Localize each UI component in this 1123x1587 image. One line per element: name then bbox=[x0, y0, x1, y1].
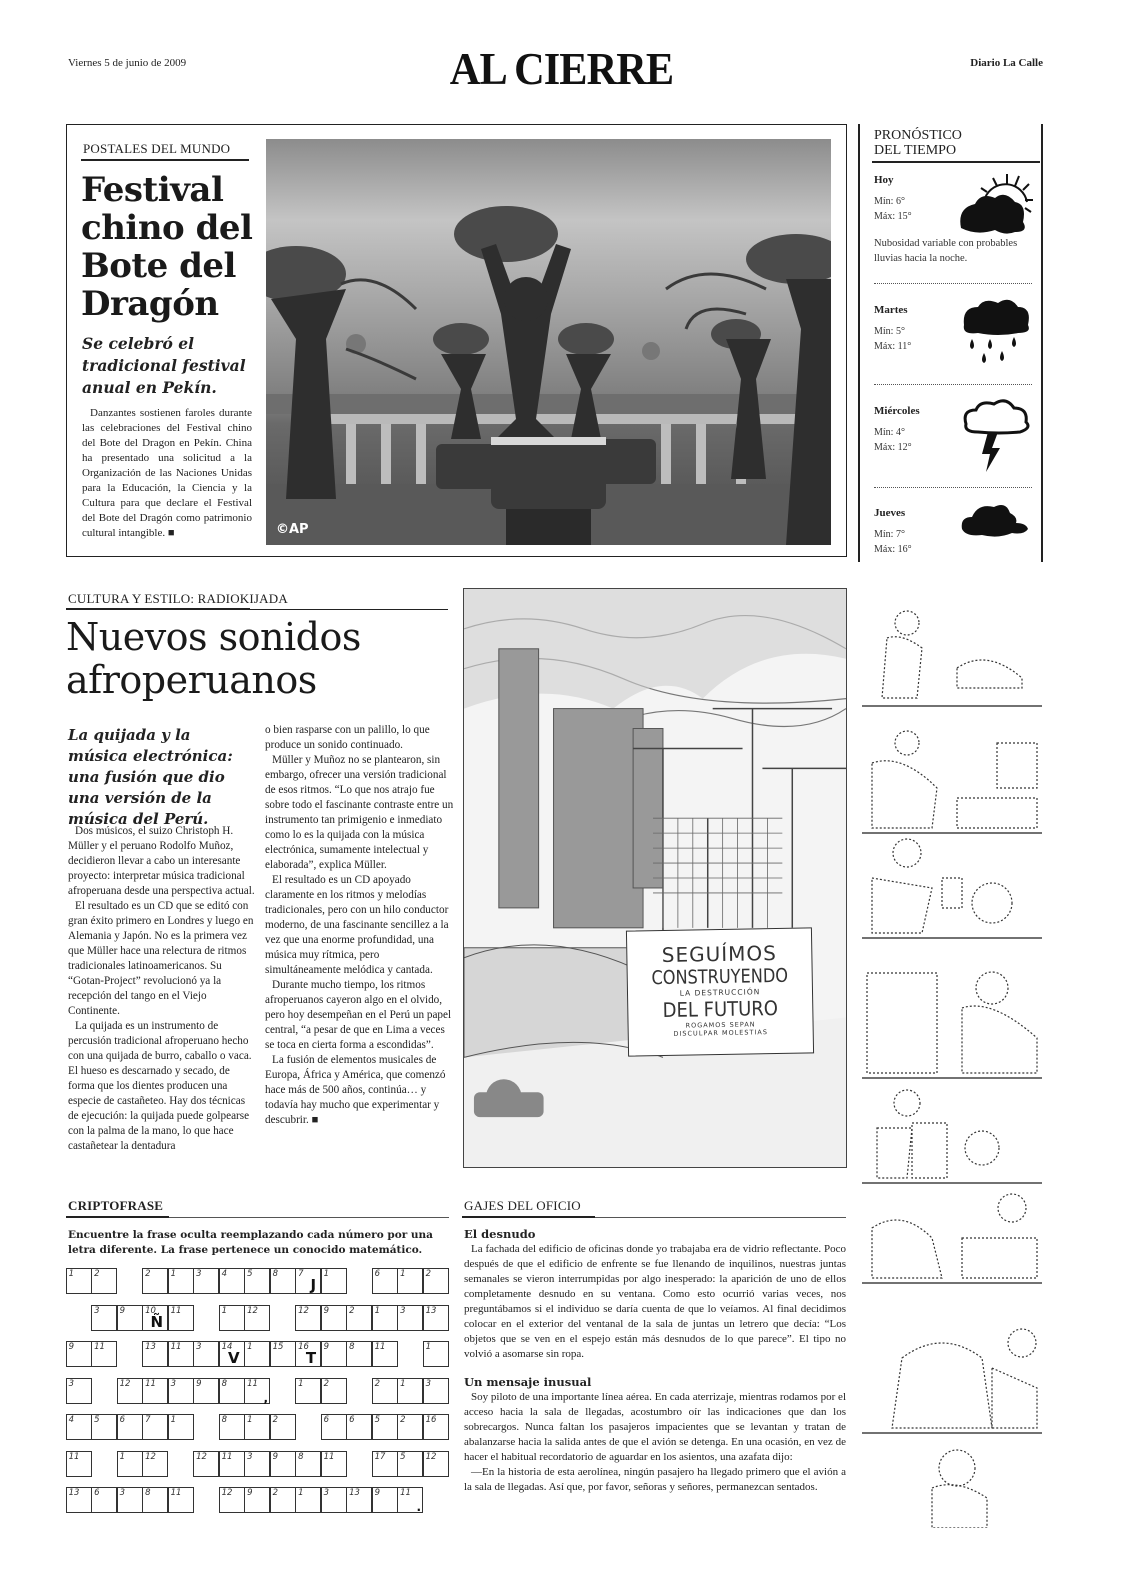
sign-line-5: ROGAMOS SEPAN bbox=[685, 1020, 756, 1030]
letter-cell[interactable] bbox=[270, 1414, 296, 1440]
letter-cell[interactable] bbox=[321, 1378, 347, 1404]
letter-cell[interactable] bbox=[244, 1268, 270, 1294]
cell-number: 1 bbox=[374, 1305, 381, 1316]
cell-number: 11 bbox=[94, 1342, 105, 1352]
cell-punctuation: . bbox=[416, 1500, 422, 1514]
letter-cell[interactable] bbox=[372, 1341, 398, 1367]
cell-number: 3 bbox=[119, 1488, 126, 1498]
article-column-1 bbox=[68, 824, 258, 1154]
cell-number: 3 bbox=[94, 1305, 100, 1316]
letter-cell[interactable] bbox=[219, 1414, 245, 1440]
cloudy-icon bbox=[958, 495, 1038, 575]
cell-number: 2 bbox=[425, 1269, 432, 1279]
cell-number: 9 bbox=[68, 1342, 75, 1352]
letter-cell[interactable] bbox=[321, 1451, 347, 1477]
letter-cell[interactable] bbox=[244, 1341, 270, 1367]
cell-number: 11 bbox=[400, 1488, 411, 1498]
letter-cell[interactable] bbox=[423, 1305, 449, 1331]
cell-number: 1 bbox=[400, 1378, 406, 1389]
cell-number: 2 bbox=[145, 1269, 151, 1279]
letter-cell[interactable] bbox=[270, 1341, 296, 1367]
letter-cell[interactable] bbox=[117, 1305, 143, 1331]
gajes-kicker-rule bbox=[462, 1216, 595, 1218]
cartoon-illustration bbox=[464, 589, 846, 1167]
letter-cell[interactable] bbox=[66, 1487, 92, 1513]
article-kicker-thin-rule bbox=[250, 609, 448, 610]
letter-cell[interactable] bbox=[270, 1451, 296, 1477]
cell-number: 6 bbox=[323, 1415, 330, 1425]
cell-number: 2 bbox=[374, 1378, 381, 1389]
letter-cell[interactable] bbox=[295, 1487, 321, 1513]
cell-number: 1 bbox=[298, 1488, 304, 1498]
gajes-thin-rule bbox=[595, 1217, 846, 1218]
letter-cell[interactable] bbox=[372, 1378, 398, 1404]
letter-cell[interactable] bbox=[193, 1378, 219, 1404]
feature-body: Danzantes sostienen faroles durante las celebraciones del Festival chino del Bote del Dragon en Pekín. China ha presentado una solicitud a la Organización de las Naciones Unidas para la Educación, la Ciencia y la Cultura para que declare el Festival del Bote del Dragón como patrimonio cultural intangible. ■ bbox=[82, 407, 252, 539]
cell-number: 15 bbox=[272, 1342, 284, 1352]
letter-cell[interactable] bbox=[91, 1305, 117, 1331]
cell-number: 11 bbox=[374, 1342, 386, 1352]
cell-number: 13 bbox=[349, 1488, 360, 1498]
letter-cell[interactable] bbox=[219, 1451, 245, 1477]
letter-cell[interactable] bbox=[423, 1378, 449, 1404]
article-paragraph: La fusión de elementos musicales de Europa, África y América, que comenzó hace más de 500 años, continúa… y todavía hay mucho que experimentar y descubrir. ■ bbox=[265, 1054, 446, 1126]
criptofrase-row bbox=[67, 1378, 452, 1404]
cell-number: 12 bbox=[145, 1451, 156, 1462]
article-subtitle: La quijada y la música electrónica: una fusión que dio una versión de la música del Perú. bbox=[68, 726, 233, 828]
letter-cell[interactable] bbox=[244, 1487, 270, 1513]
weather-day-wednesday: Miércoles bbox=[874, 405, 920, 417]
letter-cell[interactable] bbox=[117, 1378, 143, 1404]
cell-number: 11 bbox=[323, 1451, 335, 1462]
letter-cell[interactable] bbox=[193, 1268, 219, 1294]
weather-wednesday-min: Mín: 4° bbox=[874, 427, 905, 438]
letter-cell[interactable] bbox=[117, 1451, 143, 1477]
letter-cell[interactable] bbox=[423, 1268, 449, 1294]
cell-number: 9 bbox=[247, 1488, 253, 1498]
criptofrase-row bbox=[67, 1414, 452, 1440]
cell-number: 16 bbox=[298, 1342, 309, 1352]
letter-cell[interactable] bbox=[372, 1451, 398, 1477]
cell-number: 6 bbox=[349, 1415, 355, 1425]
letter-cell[interactable] bbox=[346, 1305, 372, 1331]
weather-day-thursday: Jueves bbox=[874, 507, 906, 519]
letter-cell[interactable] bbox=[91, 1487, 117, 1513]
cell-number: 2 bbox=[272, 1415, 279, 1425]
letter-cell[interactable] bbox=[66, 1268, 92, 1294]
cell-number: 10 bbox=[145, 1305, 156, 1316]
festival-photo-illustration bbox=[266, 139, 831, 545]
weather-tuesday-temps bbox=[874, 324, 911, 354]
cell-number: 1 bbox=[323, 1269, 330, 1279]
letter-cell[interactable] bbox=[66, 1414, 92, 1440]
section-title: AL CIERRE bbox=[449, 43, 674, 94]
letter-cell[interactable] bbox=[168, 1305, 194, 1331]
letter-cell[interactable] bbox=[372, 1305, 398, 1331]
article-paragraph: o bien rasparse con un palillo, lo que produce un sonido continuado. bbox=[265, 724, 430, 751]
criptofrase-row bbox=[67, 1487, 452, 1513]
letter-cell[interactable] bbox=[142, 1378, 168, 1404]
cell-number: 2 bbox=[400, 1415, 406, 1425]
cell-number: 6 bbox=[374, 1269, 381, 1279]
cell-number: 6 bbox=[94, 1488, 100, 1498]
letter-cell[interactable] bbox=[372, 1487, 398, 1513]
editorial-cartoon bbox=[463, 588, 847, 1168]
cell-number: 8 bbox=[298, 1451, 304, 1462]
cell-number: 1 bbox=[400, 1269, 406, 1279]
letter-cell[interactable] bbox=[397, 1378, 423, 1404]
letter-cell[interactable] bbox=[66, 1451, 92, 1477]
cartoon-sign bbox=[626, 927, 814, 1056]
cell-number: 1 bbox=[68, 1269, 75, 1279]
letter-cell[interactable] bbox=[219, 1305, 245, 1331]
cell-number: 7 bbox=[145, 1415, 151, 1425]
story-paragraph: Soy piloto de una importante línea aérea. En cada aterrizaje, mientras rodamos por el acceso hacia la sala de llegadas, acostumbro oír las indicaciones que dan los sobrecargos. Nunca faltan los pasajeros impacientes que se levantan y tratan de abalanzarse hacia la salida antes de que el avión se detenga. En una ocasión, en vez de hacer el habitual recordatorio de aguardar en los asientos, una azafata dijo: bbox=[464, 1391, 846, 1463]
feature-headline: Festival chino del Bote del Dragón bbox=[81, 170, 253, 324]
letter-cell[interactable] bbox=[244, 1305, 270, 1331]
story-paragraph: La fachada del edificio de oficinas donde yo trabajaba era de vidrio reflectante. Poco después de que el edificio de enfrente se fue llenando de inquilinos, nuestras juntas semanales se vieron interrumpidas por algo inesperado: la aparición de uno de ellos completamente desnudo en su ventana. Como esto ocurrió varias veces, nos preguntábamos si el individuo se daría cuenta de que lo veíamos. Al final decidimos colocar en el exterior del ventanal de la sala de juntas un letrero que decía: “Los objetos que se ven en el espejo están más desnudos de lo que parece”. El tipo no volvió a asomarse sin ropa. bbox=[464, 1243, 846, 1360]
cell-number: 3 bbox=[196, 1342, 202, 1352]
cell-number: 3 bbox=[68, 1378, 75, 1389]
letter-cell[interactable] bbox=[219, 1487, 245, 1513]
cell-number: 17 bbox=[374, 1451, 386, 1462]
letter-cell[interactable] bbox=[346, 1414, 372, 1440]
criptofrase-row bbox=[67, 1305, 452, 1331]
weather-thursday-temps bbox=[874, 527, 912, 557]
letter-cell[interactable] bbox=[423, 1414, 449, 1440]
letter-cell[interactable] bbox=[295, 1378, 321, 1404]
cell-number: 13 bbox=[425, 1305, 437, 1316]
article-column-2 bbox=[265, 723, 455, 1128]
sign-line-3: LA DESTRUCCIÓN bbox=[679, 987, 761, 998]
weather-title-line1: PRONÓSTICO bbox=[874, 128, 962, 143]
cell-number: 11 bbox=[247, 1378, 258, 1389]
letter-cell[interactable] bbox=[397, 1305, 423, 1331]
sign-line-4: DEL FUTURO bbox=[662, 995, 779, 1023]
cell-number: 1 bbox=[247, 1342, 253, 1352]
cell-punctuation: , bbox=[263, 1390, 269, 1405]
cell-number: 11 bbox=[170, 1488, 182, 1498]
weather-today-description: Nubosidad variable con probables lluvias hacia la noche. bbox=[874, 238, 1018, 264]
cell-given-letter: Ñ bbox=[150, 1312, 164, 1331]
cell-number: 3 bbox=[323, 1488, 330, 1498]
newspaper-name: Diario La Calle bbox=[970, 57, 1043, 69]
weather-wednesday-temps bbox=[874, 425, 912, 455]
cell-number: 3 bbox=[196, 1269, 202, 1279]
comic-strip bbox=[862, 588, 1042, 1528]
cell-number: 11 bbox=[145, 1378, 156, 1389]
story-title: El desnudo bbox=[464, 1227, 536, 1241]
cell-number: 9 bbox=[119, 1305, 126, 1316]
letter-cell[interactable] bbox=[295, 1268, 321, 1294]
letter-cell[interactable] bbox=[117, 1414, 143, 1440]
letter-cell[interactable] bbox=[91, 1341, 117, 1367]
weather-title-line2: DEL TIEMPO bbox=[874, 143, 957, 158]
cell-number: 4 bbox=[221, 1269, 228, 1279]
article-paragraph: Müller y Muñoz no se plantearon, sin embargo, ofrecer una versión tradicional de esos ritmos. “Lo que nos atrajo fue sobre todo el fascinante contraste entre un instrumento tan primigenio e inmediato como lo es la quijada con la música electrónica, sumamente intelectual y elaborada”, explica Müller. bbox=[265, 754, 454, 871]
cell-number: 2 bbox=[349, 1305, 355, 1316]
cell-given-letter: T bbox=[305, 1349, 317, 1367]
story-spacer bbox=[464, 1362, 846, 1374]
cell-number: 14 bbox=[221, 1342, 233, 1352]
cell-number: 3 bbox=[170, 1378, 177, 1389]
letter-cell[interactable] bbox=[66, 1341, 92, 1367]
cell-number: 1 bbox=[221, 1305, 228, 1316]
cell-number: 3 bbox=[247, 1451, 253, 1462]
letter-cell[interactable] bbox=[397, 1487, 423, 1513]
letter-cell[interactable] bbox=[372, 1414, 398, 1440]
weather-tuesday-min: Mín: 5° bbox=[874, 326, 905, 337]
letter-cell[interactable] bbox=[142, 1341, 168, 1367]
cell-number: 8 bbox=[272, 1269, 279, 1279]
article-kicker-rule bbox=[66, 608, 250, 610]
criptofrase-thin-rule bbox=[169, 1217, 449, 1218]
weather-today-max: Máx: 15° bbox=[874, 211, 912, 222]
cell-number: 12 bbox=[425, 1451, 437, 1462]
feature-kicker: POSTALES DEL MUNDO bbox=[83, 141, 231, 156]
sign-line-2: CONSTRUYENDO bbox=[651, 964, 789, 990]
letter-cell[interactable] bbox=[193, 1451, 219, 1477]
criptofrase-row bbox=[67, 1268, 452, 1294]
cell-number: 2 bbox=[272, 1488, 279, 1498]
weather-wednesday-max: Máx: 12° bbox=[874, 442, 912, 453]
letter-cell[interactable] bbox=[346, 1487, 372, 1513]
cell-number: 12 bbox=[247, 1305, 258, 1316]
cell-number: 9 bbox=[323, 1305, 330, 1316]
criptofrase-grid bbox=[67, 1268, 452, 1524]
cell-number: 1 bbox=[119, 1451, 126, 1462]
sign-line-1: SEGUÍMOS bbox=[661, 941, 778, 968]
letter-cell[interactable] bbox=[244, 1378, 270, 1404]
thunderstorm-icon bbox=[958, 398, 1038, 478]
weather-title bbox=[874, 128, 962, 158]
issue-date: Viernes 5 de junio de 2009 bbox=[68, 57, 187, 69]
weather-divider bbox=[874, 487, 1032, 488]
cell-number: 2 bbox=[94, 1269, 100, 1279]
article-paragraph: Durante mucho tiempo, los ritmos afroperuanos cayeron algo en el olvido, pero hoy desempeñan en el Perú un papel central, “a pesar de que en Lima a veces se toca en cierta forma a escondidas”. bbox=[265, 979, 452, 1051]
story-paragraph: —En la historia de esta aerolínea, ningún pasajero ha llegado primero que el avión a la sala de llegadas. Así que, por favor, señoras y señores, permanezcan sentados. bbox=[464, 1466, 846, 1493]
partly-cloudy-icon bbox=[955, 170, 1035, 250]
letter-cell[interactable] bbox=[244, 1414, 270, 1440]
cell-number: 8 bbox=[349, 1342, 355, 1352]
cell-number: 1 bbox=[425, 1342, 432, 1352]
criptofrase-row bbox=[67, 1341, 452, 1367]
article-paragraph: La quijada es un instrumento de percusión tradicional afroperuano hecho con una quijada de burro, caballo o vaca. El hueso es descarnado y secado, de forma que los dientes producen una especie de castañeteo. Hay dos técnicas de ejecución: la quijada puede golpearse con la palma de la mano, lo que hace castañetear la dentadura bbox=[68, 1020, 252, 1152]
cell-number: 7 bbox=[298, 1269, 304, 1279]
cell-number: 3 bbox=[400, 1305, 406, 1316]
cell-number: 8 bbox=[145, 1488, 151, 1498]
gajes-kicker: GAJES DEL OFICIO bbox=[464, 1198, 581, 1213]
cell-number: 5 bbox=[400, 1451, 406, 1462]
cell-number: 9 bbox=[196, 1378, 202, 1389]
criptofrase-kicker: CRIPTOFRASE bbox=[68, 1198, 164, 1213]
letter-cell[interactable] bbox=[142, 1451, 168, 1477]
cell-number: 11 bbox=[68, 1451, 80, 1462]
article-paragraph: El resultado es un CD apoyado claramente en los ritmos y melodías tradicionales, pero con un hilo conductor moderno, de una fascinante sencillez a la vez que una enorme profundidad, una música muy rítmica, pero simultáneamente melódica y cantada. bbox=[265, 874, 449, 976]
letter-cell[interactable] bbox=[168, 1268, 194, 1294]
letter-cell[interactable] bbox=[91, 1268, 117, 1294]
letter-cell[interactable] bbox=[423, 1341, 449, 1367]
weather-divider bbox=[874, 384, 1032, 385]
letter-cell[interactable] bbox=[270, 1487, 296, 1513]
feature-subtitle: Se celebró el tradicional festival anual en Pekín. bbox=[82, 334, 246, 397]
letter-cell[interactable] bbox=[321, 1341, 347, 1367]
cell-number: 1 bbox=[170, 1415, 177, 1425]
weather-today-temps bbox=[874, 194, 912, 224]
weather-column-rule bbox=[858, 124, 860, 562]
cell-number: 8 bbox=[221, 1378, 228, 1389]
weather-thursday-max: Máx: 16° bbox=[874, 544, 912, 555]
cell-number: 5 bbox=[94, 1415, 100, 1425]
letter-cell[interactable] bbox=[270, 1268, 296, 1294]
cell-number: 3 bbox=[425, 1378, 432, 1389]
criptofrase-instructions: Encuentre la frase oculta reemplazando cada número por una letra diferente. La frase pertenece un conocido matemático. bbox=[68, 1229, 433, 1256]
comic-strip-illustration bbox=[862, 588, 1042, 1528]
article-headline: Nuevos sonidos afroperuanos bbox=[66, 615, 361, 702]
letter-cell[interactable] bbox=[397, 1268, 423, 1294]
cell-number: 13 bbox=[68, 1488, 80, 1498]
letter-cell[interactable] bbox=[66, 1378, 92, 1404]
feature-kicker-rule bbox=[81, 159, 249, 161]
letter-cell[interactable] bbox=[295, 1451, 321, 1477]
weather-today-min: Mín: 6° bbox=[874, 196, 905, 207]
letter-cell[interactable] bbox=[142, 1487, 168, 1513]
cell-number: 12 bbox=[119, 1378, 131, 1389]
weather-day-tuesday: Martes bbox=[874, 304, 908, 316]
article-paragraph: Dos músicos, el suizo Christoph H. Müller y el peruano Rodolfo Muñoz, decidieron llevar a cabo un interesante proyecto: interpretar música tradicional afroperuana desde una perspectiva actual. bbox=[68, 825, 255, 897]
sign-line-6: DISCULPAR MOLESTIAS bbox=[673, 1028, 769, 1038]
letter-cell[interactable] bbox=[117, 1487, 143, 1513]
cell-number: 1 bbox=[170, 1269, 177, 1279]
letter-cell[interactable] bbox=[397, 1414, 423, 1440]
letter-cell[interactable] bbox=[142, 1268, 168, 1294]
weather-column-rule-right bbox=[1041, 124, 1043, 562]
cell-number: 1 bbox=[247, 1415, 253, 1425]
letter-cell[interactable] bbox=[321, 1268, 347, 1294]
cell-number: 9 bbox=[323, 1342, 330, 1352]
letter-cell[interactable] bbox=[321, 1414, 347, 1440]
cell-number: 16 bbox=[425, 1415, 437, 1425]
letter-cell[interactable] bbox=[423, 1451, 449, 1477]
cell-number: 2 bbox=[323, 1378, 330, 1389]
gajes-body bbox=[464, 1226, 846, 1495]
cell-number: 9 bbox=[374, 1488, 381, 1498]
criptofrase-kicker-rule bbox=[66, 1216, 169, 1218]
letter-cell[interactable] bbox=[295, 1341, 321, 1367]
letter-cell[interactable] bbox=[321, 1487, 347, 1513]
cell-number: 12 bbox=[221, 1488, 233, 1498]
cell-number: 5 bbox=[247, 1269, 253, 1279]
letter-cell[interactable] bbox=[168, 1378, 194, 1404]
letter-cell[interactable] bbox=[168, 1487, 194, 1513]
photo-credit: ©AP bbox=[276, 522, 309, 537]
cell-number: 4 bbox=[68, 1415, 75, 1425]
cell-number: 11 bbox=[221, 1451, 233, 1462]
letter-cell[interactable] bbox=[168, 1414, 194, 1440]
letter-cell[interactable] bbox=[321, 1305, 347, 1331]
article-kicker: CULTURA Y ESTILO: RADIOKIJADA bbox=[68, 591, 288, 606]
story-title: Un mensaje inusual bbox=[464, 1375, 592, 1389]
letter-cell[interactable] bbox=[142, 1414, 168, 1440]
cell-number: 12 bbox=[298, 1305, 309, 1316]
cell-given-letter: V bbox=[228, 1349, 240, 1367]
cell-number: 5 bbox=[374, 1415, 381, 1425]
festival-photo bbox=[266, 139, 831, 545]
cell-number: 8 bbox=[221, 1415, 228, 1425]
cell-number: 13 bbox=[145, 1342, 156, 1352]
article-paragraph: El resultado es un CD que se editó con gran éxito primero en Londres y luego en Alemania y Japón. No es la primera vez que Müller hace una relectura de ritmos tradicionales latinoamericanos. Su “Gotan-Project” revolucionó ya la recepción del tango en el Viejo Continente. bbox=[68, 900, 254, 1017]
weather-thursday-min: Mín: 7° bbox=[874, 529, 905, 540]
letter-cell[interactable] bbox=[244, 1451, 270, 1477]
rain-icon bbox=[958, 295, 1038, 375]
letter-cell[interactable] bbox=[142, 1305, 168, 1331]
weather-day-today: Hoy bbox=[874, 174, 894, 186]
letter-cell[interactable] bbox=[168, 1341, 194, 1367]
letter-cell[interactable] bbox=[397, 1451, 423, 1477]
cell-number: 11 bbox=[170, 1342, 182, 1352]
letter-cell[interactable] bbox=[91, 1414, 117, 1440]
weather-tuesday-max: Máx: 11° bbox=[874, 341, 912, 352]
cell-number: 1 bbox=[298, 1378, 304, 1389]
letter-cell[interactable] bbox=[295, 1305, 321, 1331]
letter-cell[interactable] bbox=[346, 1341, 372, 1367]
letter-cell[interactable] bbox=[372, 1268, 398, 1294]
cell-number: 6 bbox=[119, 1415, 126, 1425]
criptofrase-row bbox=[67, 1451, 452, 1477]
cell-number: 12 bbox=[196, 1451, 207, 1462]
letter-cell[interactable] bbox=[219, 1378, 245, 1404]
letter-cell[interactable] bbox=[219, 1268, 245, 1294]
weather-divider bbox=[874, 283, 1032, 284]
cell-number: 11 bbox=[170, 1305, 182, 1316]
letter-cell[interactable] bbox=[219, 1341, 245, 1367]
cell-number: 9 bbox=[272, 1451, 279, 1462]
letter-cell[interactable] bbox=[193, 1341, 219, 1367]
weather-title-rule bbox=[872, 161, 1040, 163]
cell-given-letter: J bbox=[310, 1276, 317, 1294]
